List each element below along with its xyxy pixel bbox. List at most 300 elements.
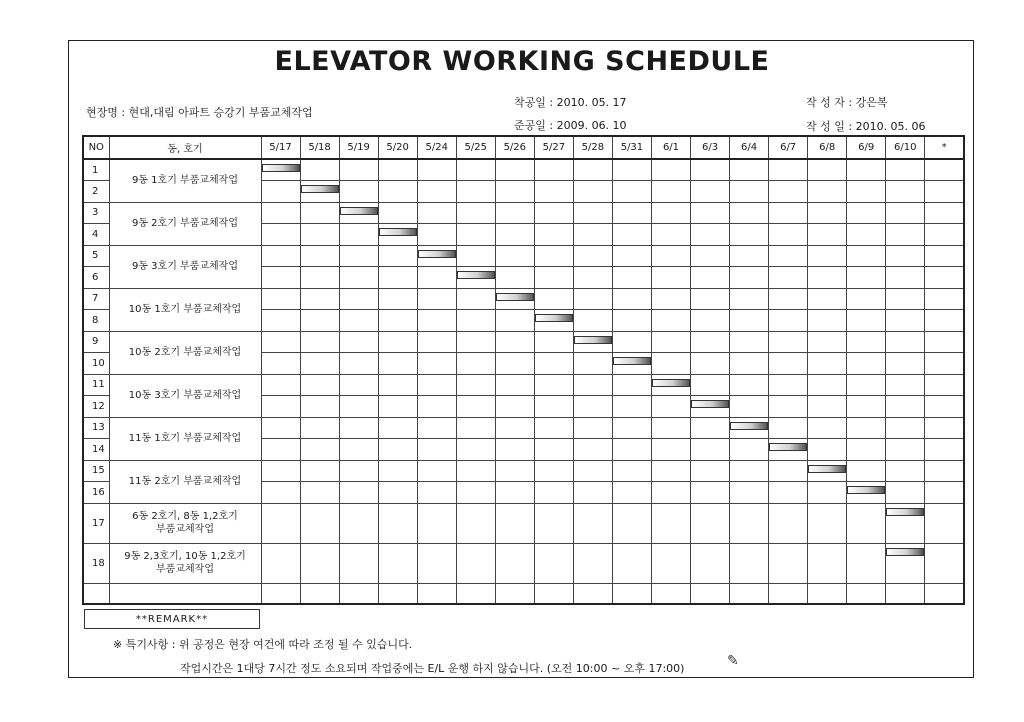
day-cell [339, 224, 378, 246]
empty-cell [417, 583, 456, 604]
empty-cell [651, 583, 690, 604]
day-cell [612, 503, 651, 543]
day-cell [339, 159, 378, 181]
date-header: 5/28 [573, 136, 612, 159]
day-cell [886, 202, 925, 224]
day-cell [495, 159, 534, 181]
day-cell [417, 224, 456, 246]
day-cell [691, 396, 730, 418]
row-number: 5 [83, 245, 109, 267]
day-cell [612, 310, 651, 332]
work-bar [496, 293, 534, 301]
day-cell [925, 417, 964, 439]
day-cell [691, 543, 730, 583]
day-cell [339, 439, 378, 461]
schedule-row [83, 460, 964, 482]
schedule-row [83, 417, 964, 439]
day-cell [691, 374, 730, 396]
day-cell [534, 288, 573, 310]
day-cell [300, 417, 339, 439]
day-cell [886, 482, 925, 504]
task-name: 10동 1호기 부품교체작업 [109, 288, 261, 331]
row-number: 18 [83, 543, 109, 583]
day-cell [300, 396, 339, 418]
day-cell [261, 543, 300, 583]
empty-cell [925, 583, 964, 604]
day-cell [378, 396, 417, 418]
day-cell [339, 374, 378, 396]
day-cell [651, 353, 690, 375]
day-cell [612, 202, 651, 224]
day-cell [534, 331, 573, 353]
day-cell [925, 543, 964, 583]
day-cell [495, 310, 534, 332]
day-cell [886, 331, 925, 353]
day-cell [456, 224, 495, 246]
day-cell [300, 374, 339, 396]
day-cell [730, 417, 769, 439]
empty-cell [534, 583, 573, 604]
day-cell [886, 543, 925, 583]
day-cell [808, 331, 847, 353]
empty-cell [261, 583, 300, 604]
day-cell [730, 310, 769, 332]
day-cell [495, 353, 534, 375]
day-cell [847, 331, 886, 353]
schedule-row [83, 202, 964, 224]
day-cell [651, 181, 690, 203]
row-number: 7 [83, 288, 109, 310]
day-cell [808, 159, 847, 181]
day-cell [573, 331, 612, 353]
day-cell [847, 503, 886, 543]
day-cell [769, 331, 808, 353]
date-header: 5/27 [534, 136, 573, 159]
day-cell [925, 159, 964, 181]
day-cell [808, 396, 847, 418]
day-cell [300, 267, 339, 289]
day-cell [261, 224, 300, 246]
day-cell [847, 181, 886, 203]
day-cell [339, 503, 378, 543]
day-cell [300, 224, 339, 246]
day-cell [378, 439, 417, 461]
day-cell [339, 460, 378, 482]
day-cell [300, 331, 339, 353]
day-cell [847, 460, 886, 482]
day-cell [769, 417, 808, 439]
day-cell [573, 460, 612, 482]
day-cell [261, 482, 300, 504]
day-cell [847, 224, 886, 246]
day-cell [300, 288, 339, 310]
date-header: 6/10 [886, 136, 925, 159]
day-cell [573, 543, 612, 583]
empty-cell [886, 583, 925, 604]
day-cell [886, 159, 925, 181]
day-cell [573, 439, 612, 461]
day-cell [456, 159, 495, 181]
empty-cell [495, 583, 534, 604]
day-cell [886, 288, 925, 310]
row-number: 11 [83, 374, 109, 396]
day-cell [417, 482, 456, 504]
day-cell [886, 417, 925, 439]
work-bar [301, 185, 339, 193]
day-cell [886, 503, 925, 543]
date-header: 6/8 [808, 136, 847, 159]
remark-label: **REMARK** [84, 609, 260, 629]
work-bar [262, 164, 300, 172]
empty-row [83, 583, 964, 604]
day-cell [847, 543, 886, 583]
day-cell [691, 181, 730, 203]
day-cell [691, 288, 730, 310]
day-cell [456, 503, 495, 543]
day-cell [378, 503, 417, 543]
day-cell [573, 181, 612, 203]
day-cell [691, 460, 730, 482]
day-cell [730, 396, 769, 418]
task-name: 10동 2호기 부품교체작업 [109, 331, 261, 374]
schedule-body [83, 159, 964, 604]
day-cell [417, 353, 456, 375]
work-bar [769, 443, 807, 451]
work-bar [886, 508, 924, 516]
day-cell [573, 417, 612, 439]
day-cell [730, 439, 769, 461]
day-cell [339, 202, 378, 224]
row-number: 14 [83, 439, 109, 461]
day-cell [691, 245, 730, 267]
day-cell [651, 482, 690, 504]
day-cell [456, 331, 495, 353]
day-cell [612, 417, 651, 439]
day-cell [300, 202, 339, 224]
schedule-row [83, 543, 964, 583]
day-cell [378, 417, 417, 439]
row-number: 1 [83, 159, 109, 181]
day-cell [925, 460, 964, 482]
day-cell [534, 202, 573, 224]
day-cell [691, 310, 730, 332]
empty-cell [109, 583, 261, 604]
site-name: 현장명 : 현대,대림 아파트 승강기 부품교체작업 [86, 106, 313, 119]
day-cell [573, 224, 612, 246]
date-header: 5/24 [417, 136, 456, 159]
date-header: 5/20 [378, 136, 417, 159]
day-cell [691, 353, 730, 375]
day-cell [769, 224, 808, 246]
day-cell [925, 202, 964, 224]
day-cell [495, 460, 534, 482]
day-cell [612, 396, 651, 418]
day-cell [808, 353, 847, 375]
empty-cell [612, 583, 651, 604]
day-cell [261, 288, 300, 310]
day-cell [300, 503, 339, 543]
date-header: 6/7 [769, 136, 808, 159]
day-cell [651, 374, 690, 396]
day-cell [339, 482, 378, 504]
work-bar [535, 314, 573, 322]
day-cell [378, 374, 417, 396]
day-cell [534, 181, 573, 203]
day-cell [808, 310, 847, 332]
day-cell [261, 374, 300, 396]
day-cell [534, 245, 573, 267]
task-name [109, 543, 261, 583]
day-cell [261, 331, 300, 353]
day-cell [417, 503, 456, 543]
day-cell [378, 245, 417, 267]
day-cell [612, 288, 651, 310]
day-cell [378, 353, 417, 375]
day-cell [534, 374, 573, 396]
day-cell [691, 159, 730, 181]
work-hours-note: 작업시간은 1대당 7시간 정도 소요되며 작업중에는 E/L 운행 하지 않습니다. (오전 10:00 ~ 오후 17:00) [180, 662, 685, 675]
day-cell [651, 503, 690, 543]
day-cell [886, 224, 925, 246]
day-cell [261, 439, 300, 461]
row-number: 10 [83, 353, 109, 375]
day-cell [769, 482, 808, 504]
task-line-2: 부품교체작업 [156, 524, 214, 535]
day-cell [456, 353, 495, 375]
date-header: 5/31 [612, 136, 651, 159]
day-cell [495, 202, 534, 224]
date-header: 5/19 [339, 136, 378, 159]
day-cell [339, 245, 378, 267]
day-cell [573, 288, 612, 310]
day-cell [886, 245, 925, 267]
day-cell [573, 503, 612, 543]
day-cell [651, 288, 690, 310]
day-cell [534, 439, 573, 461]
work-bar [730, 422, 768, 430]
day-cell [573, 482, 612, 504]
day-cell [456, 267, 495, 289]
day-cell [456, 288, 495, 310]
day-cell [417, 331, 456, 353]
header-row [83, 136, 964, 159]
empty-cell [83, 583, 109, 604]
day-cell [808, 288, 847, 310]
day-cell [300, 310, 339, 332]
day-cell [495, 417, 534, 439]
row-number: 2 [83, 181, 109, 203]
day-cell [612, 439, 651, 461]
work-bar [418, 250, 456, 258]
day-cell [769, 503, 808, 543]
day-cell [886, 439, 925, 461]
day-cell [339, 417, 378, 439]
day-cell [534, 482, 573, 504]
date-header: 5/17 [261, 136, 300, 159]
day-cell [651, 202, 690, 224]
day-cell [730, 288, 769, 310]
date-header: 5/26 [495, 136, 534, 159]
day-cell [378, 202, 417, 224]
day-cell [417, 396, 456, 418]
day-cell [651, 439, 690, 461]
day-cell [573, 267, 612, 289]
day-cell [847, 288, 886, 310]
day-cell [691, 482, 730, 504]
day-cell [612, 181, 651, 203]
day-cell [886, 374, 925, 396]
work-bar [691, 400, 729, 408]
schedule-table [82, 135, 965, 605]
row-number: 12 [83, 396, 109, 418]
day-cell [847, 482, 886, 504]
day-cell [847, 353, 886, 375]
day-cell [925, 374, 964, 396]
work-bar [613, 357, 651, 365]
day-cell [808, 224, 847, 246]
day-cell [417, 460, 456, 482]
day-cell [378, 181, 417, 203]
day-cell [456, 181, 495, 203]
date-header: 6/1 [651, 136, 690, 159]
day-cell [730, 503, 769, 543]
day-cell [691, 224, 730, 246]
day-cell [808, 245, 847, 267]
day-cell [651, 460, 690, 482]
day-cell [534, 460, 573, 482]
day-cell [847, 202, 886, 224]
day-cell [612, 267, 651, 289]
day-cell [651, 267, 690, 289]
task-name: 9동 2호기 부품교체작업 [109, 202, 261, 245]
work-bar [652, 379, 690, 387]
day-cell [691, 202, 730, 224]
day-cell [261, 460, 300, 482]
day-cell [847, 245, 886, 267]
task-name: 9동 3호기 부품교체작업 [109, 245, 261, 288]
row-number: 4 [83, 224, 109, 246]
day-cell [534, 267, 573, 289]
row-number: 6 [83, 267, 109, 289]
day-cell [495, 245, 534, 267]
day-cell [495, 224, 534, 246]
day-cell [730, 181, 769, 203]
row-number: 16 [83, 482, 109, 504]
day-cell [495, 267, 534, 289]
day-cell [651, 224, 690, 246]
empty-cell [456, 583, 495, 604]
day-cell [730, 331, 769, 353]
day-cell [417, 439, 456, 461]
day-cell [847, 267, 886, 289]
day-cell [808, 374, 847, 396]
day-cell [612, 543, 651, 583]
day-cell [495, 482, 534, 504]
day-cell [612, 374, 651, 396]
work-bar [457, 271, 495, 279]
day-cell [456, 374, 495, 396]
day-cell [300, 543, 339, 583]
empty-cell [847, 583, 886, 604]
day-cell [769, 374, 808, 396]
day-cell [691, 439, 730, 461]
day-cell [925, 396, 964, 418]
day-cell [925, 439, 964, 461]
day-cell [417, 181, 456, 203]
schedule-row [83, 331, 964, 353]
work-bar [808, 465, 846, 473]
day-cell [495, 439, 534, 461]
work-bar [379, 228, 417, 236]
day-cell [339, 310, 378, 332]
day-cell [651, 331, 690, 353]
day-cell [261, 310, 300, 332]
day-cell [495, 396, 534, 418]
day-cell [339, 396, 378, 418]
empty-cell [769, 583, 808, 604]
day-cell [495, 181, 534, 203]
day-cell [730, 353, 769, 375]
day-cell [456, 543, 495, 583]
day-cell [651, 543, 690, 583]
task-line-1: 6동 2호기, 8동 1,2호기 [132, 511, 238, 522]
day-cell [651, 159, 690, 181]
day-cell [730, 159, 769, 181]
day-cell [612, 482, 651, 504]
day-cell [573, 353, 612, 375]
day-cell [417, 202, 456, 224]
day-cell [925, 503, 964, 543]
day-cell [378, 310, 417, 332]
special-note: ※ 특기사항 : 위 공정은 현장 여건에 따라 조정 될 수 있습니다. [113, 638, 413, 651]
schedule-row [83, 159, 964, 181]
day-cell [886, 460, 925, 482]
day-cell [300, 460, 339, 482]
day-cell [573, 374, 612, 396]
task-name: 11동 1호기 부품교체작업 [109, 417, 261, 460]
empty-cell [378, 583, 417, 604]
day-cell [261, 417, 300, 439]
empty-cell [339, 583, 378, 604]
day-cell [769, 202, 808, 224]
day-cell [769, 267, 808, 289]
day-cell [378, 331, 417, 353]
day-cell [456, 460, 495, 482]
date-header: * [925, 136, 964, 159]
day-cell [417, 245, 456, 267]
task-name: 11동 2호기 부품교체작업 [109, 460, 261, 503]
task-name: 9동 1호기 부품교체작업 [109, 159, 261, 202]
day-cell [925, 331, 964, 353]
day-cell [730, 267, 769, 289]
empty-cell [691, 583, 730, 604]
day-cell [573, 310, 612, 332]
day-cell [808, 202, 847, 224]
day-cell [417, 417, 456, 439]
day-cell [261, 503, 300, 543]
day-cell [573, 396, 612, 418]
day-cell [730, 543, 769, 583]
empty-cell [808, 583, 847, 604]
day-cell [339, 267, 378, 289]
author: 작 성 자 : 강은복 [806, 96, 888, 109]
day-cell [808, 482, 847, 504]
day-cell [769, 353, 808, 375]
day-cell [730, 482, 769, 504]
day-cell [495, 374, 534, 396]
date-header: 5/18 [300, 136, 339, 159]
day-cell [495, 543, 534, 583]
